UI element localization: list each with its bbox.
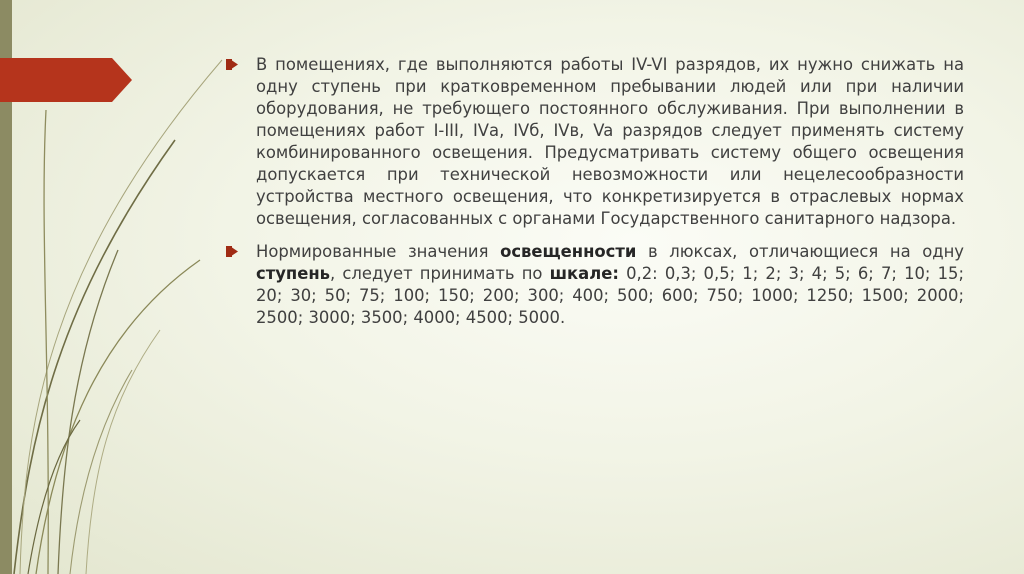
bold-term-scale: шкале: [549, 264, 619, 283]
arrow-bullet-icon [226, 246, 238, 257]
bold-term-step: ступень [256, 264, 331, 283]
paragraph-text-part: , следует принимать по [330, 264, 550, 283]
paragraph-text: В помещениях, где выполняются работы IV-VI разрядов, их нужно снижать на одну ступень при кратковременном пребывании людей или при наличии оборудования, не требующего постоянного обслуживания. При выполнении в помещениях работ I-III, IVа, IVб, IVв, Va разрядов следует применять систему комбинированного освещения. Предусматривать систему общего освещения допускается при технической невозможности или нецелесообразности устройства местного освещения, что конкретизируется в отраслевых нормах освещения, согласованных с органами Государственного санитарного надзора. [256, 55, 964, 228]
bullet-item-lighting-reduction [226, 54, 964, 230]
paragraph-text-part: в люксах, отличающиеся на одну [636, 242, 965, 261]
bullet-item-illuminance-scale [226, 241, 964, 329]
slide-content [226, 54, 964, 329]
red-arrow-shape-icon [0, 58, 132, 102]
paragraph-text-part: Нормированные значения [256, 242, 501, 261]
illuminance-values: 0,2: 0,3; 0,5; 1; 2; 3; 4; 5; 6; 7; 10; 15; 20; 30; 50; 75; 100; 150; 200; 300; 400; 500; 600; 750; 1000; 1250; 1500; 2000; 2500; 3000; 3500; 4000; 4500; 5000. [256, 264, 964, 327]
bold-term-illuminance: освещенности [500, 242, 637, 261]
arrow-bullet-icon [226, 59, 238, 70]
